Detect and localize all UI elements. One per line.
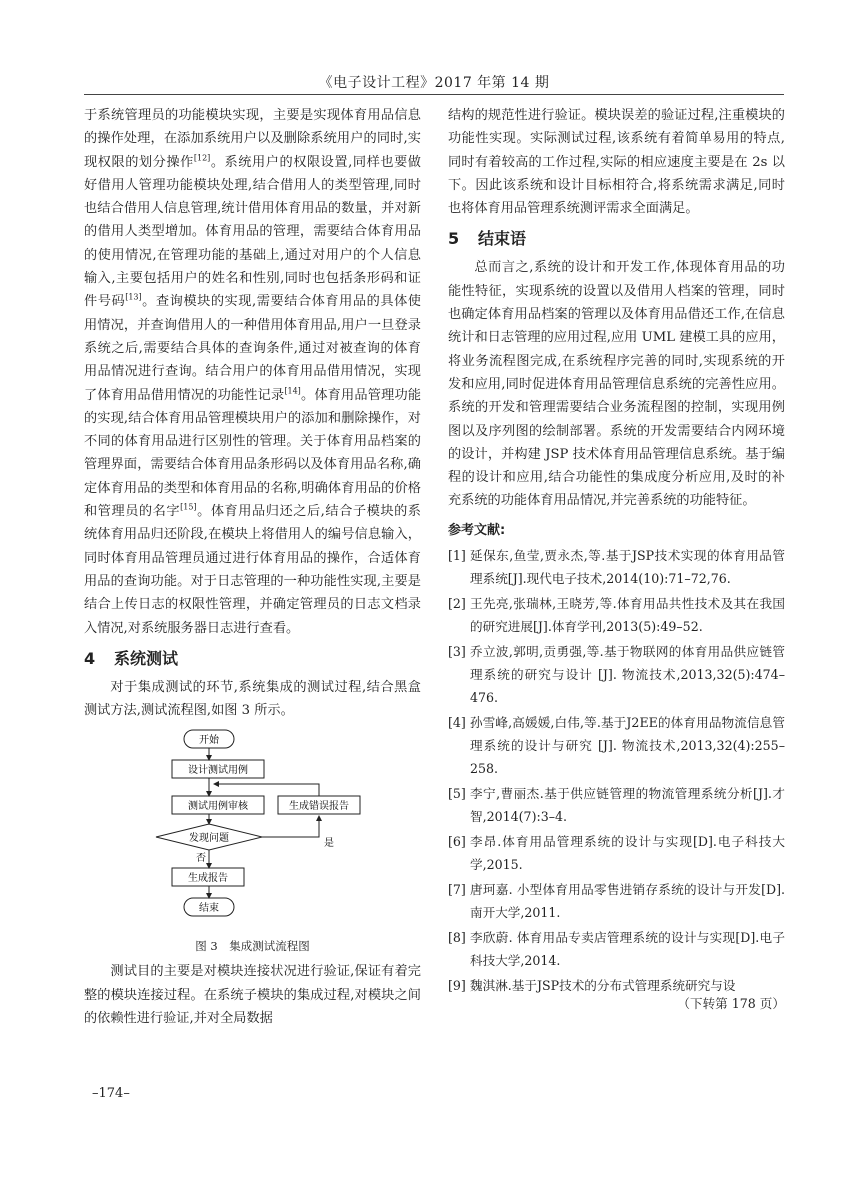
reference-text: 李昂.体育用品管理系统的设计与实现[D].电子科技大学,2015. bbox=[470, 834, 785, 873]
reference-item bbox=[448, 974, 785, 997]
reference-text: 王先亮,张瑞林,王晓芳,等.体育用品共性技术及其在我国的研究进展[J].体育学刊,2013(5):49–52. bbox=[470, 596, 785, 635]
reference-text: 李宁,曹丽杰.基于供应链管理的物流管理系统分析[J].才智,2014(7):3–4. bbox=[470, 786, 785, 825]
header-rule bbox=[84, 94, 784, 95]
reference-text: 魏淇淋.基于JSP技术的分布式管理系统研究与设 bbox=[470, 978, 736, 994]
reference-item bbox=[448, 830, 785, 876]
flow-loop-arrow bbox=[214, 784, 319, 796]
journal-header: 《电子设计工程》2017 年第 14 期 bbox=[318, 75, 550, 91]
reference-index: [5] bbox=[448, 786, 466, 802]
reference-item bbox=[448, 592, 785, 638]
reference-item bbox=[448, 640, 785, 709]
section-5-title: 结束语 bbox=[478, 229, 527, 249]
left-column bbox=[84, 104, 421, 1030]
left-paragraph-2: 对于集成测试的环节,系统集成的测试过程,结合黑盒测试方法,测试流程图,如图 3 所示。 bbox=[84, 679, 421, 719]
left-paragraph-3: 测试目的主要是对模块连接状况进行验证,保证有着完整的模块连接过程。在系统子模块的集成过程,对模块之间的依赖性进行验证,并对全局数据 bbox=[84, 964, 421, 1027]
reference-text: 唐珂嘉. 小型体育用品零售进销存系统的设计与开发[D].南开大学,2011. bbox=[470, 882, 785, 921]
reference-index: [9] bbox=[448, 978, 466, 994]
reference-item bbox=[448, 711, 785, 780]
page-number: –174– bbox=[92, 1086, 130, 1101]
right-paragraph-2: 总而言之,系统的设计和开发工作,体现体育用品的功能性特征，实现系统的设置以及借用人档案的管理，同时也确定体育用品档案的管理以及体育用品借还工作,在信息统计和日志管理的应用过程,应用 UML 建模工具的应用，将业务流程图完成,在系统程序完善的同时,实现系统的开发和应用,同时促进体育用品管理信息系统的完善性应用。系统的开发和管理需要结合业务流程图的控制，实现用例图以及序列图的绘制部署。系统的开发需要结合内网环境的设计，并构建 JSP 技术体育用品管理信息系统。基于编程的设计和应用,结合功能性的集成度分析应用,及时的补充系统的功能体育用品情况,并完善系统的功能特征。 bbox=[448, 260, 785, 509]
flow-yes-arrow bbox=[262, 816, 319, 837]
reference-text: 乔立波,郭明,贡勇强,等.基于物联网的体育用品供应链管理系统的研究与设计 [J]. 物流技术,2013,32(5):474–476. bbox=[470, 644, 785, 706]
citation-marker: [15] bbox=[180, 502, 197, 512]
flow-review-label: 测试用例审核 bbox=[188, 801, 248, 813]
reference-item bbox=[448, 926, 785, 972]
figure-caption: 图 3 集成测试流程图 bbox=[195, 939, 310, 954]
reference-index: [6] bbox=[448, 834, 466, 850]
flow-start-label: 开始 bbox=[199, 735, 219, 747]
section-4-title: 系统测试 bbox=[114, 648, 179, 668]
reference-text: 延保东,鱼莹,贾永杰,等.基于JSP技术实现的体育用品管理系统[J].现代电子技术,2014(10):71–72,76. bbox=[470, 548, 785, 587]
flow-error-report-label: 生成错误报告 bbox=[289, 801, 349, 813]
section-5-heading bbox=[448, 226, 785, 252]
references-title: 参考文献: bbox=[448, 522, 506, 538]
continued-note: （下转第 178 页） bbox=[677, 996, 785, 1012]
left-paragraph-1: 于系统管理员的功能模块实现，主要是实现体育用品信息的操作处理，在添加系统用户以及删除系统用户的同时,实现权限的划分操作[12]。系统用户的权限设置,同样也要做好借用人管理功能模块处理,结合借用人的类型管理,同时也结合借用人信息管理,统计借用体育用品的数量，并对新的借用人类型增加。体育用品的管理，需要结合体育用品的使用情况,在管理功能的基础上,通过对用户的个人信息输入,主要包括用户的姓名和性别,同时也包括条形码和证件号码[13]。查询模块的实现,需要结合体育用品的具体使用情况，并查询借用人的一种借用体育用品,用户一旦登录系统之后,需要结合具体的查询条件,通过对被查询的体育用品情况进行查询。结合用户的体育用品借用情况，实现了体育用品借用情况的功能性记录[14]。体育用品管理功能的实现,结合体育用品管理模块用户的添加和删除操作，对不同的体育用品进行区别性的管理。关于体育用品档案的管理界面，需要结合体育用品条形码以及体育用品名称,确定体育用品的类型和体育用品的名称,明确体育用品的价格和管理员的名字[15]。体育用品归还之后,结合子模块的系统体育用品归还阶段,在模块上将借用人的编号信息输入，同时体育用品管理员通过进行体育用品的操作，合适体育用品的查询功能。对于日志管理的一种功能性实现,主要是结合上传日志的权限性管理，并确定管理员的日志文档录入情况,对系统服务器日志进行查看。 bbox=[84, 108, 422, 636]
flowchart-svg bbox=[144, 726, 364, 936]
flowchart-figure bbox=[84, 726, 421, 936]
flow-no-label: 否 bbox=[196, 853, 206, 865]
section-4-heading bbox=[84, 646, 421, 672]
reference-item bbox=[448, 782, 785, 828]
citation-marker: [12] bbox=[193, 153, 211, 163]
reference-text: 孙雪峰,高媛媛,白伟,等.基于J2EE的体育用品物流信息管理系统的设计与研究 [J]. 物流技术,2013,32(4):255–258. bbox=[470, 715, 785, 777]
references-list bbox=[448, 544, 785, 997]
reference-index: [4] bbox=[448, 715, 466, 731]
flow-yes-label: 是 bbox=[324, 838, 334, 850]
section-5-number: 5 bbox=[448, 229, 460, 249]
reference-index: [2] bbox=[448, 596, 466, 612]
citation-marker: [13] bbox=[125, 292, 142, 302]
reference-index: [7] bbox=[448, 882, 466, 898]
right-paragraph-1: 结构的规范性进行验证。模块误差的验证过程,注重模块的功能性实现。实际测试过程,该系统有着简单易用的特点,同时有着较高的工作过程,实际的相应速度主要是在 2s 以下。因此该系统和设计目标相符合,将系统需求满足,同时也将体育用品管理系统测评需求全面满足。 bbox=[448, 108, 785, 217]
reference-index: [3] bbox=[448, 644, 466, 660]
flow-decision-label: 发现问题 bbox=[189, 833, 229, 845]
flow-design-label: 设计测试用例 bbox=[188, 765, 248, 777]
reference-index: [1] bbox=[448, 548, 466, 564]
flow-end-label: 结束 bbox=[199, 903, 219, 915]
section-4-number: 4 bbox=[84, 648, 96, 668]
reference-item bbox=[448, 878, 785, 924]
reference-index: [8] bbox=[448, 930, 466, 946]
reference-item bbox=[448, 544, 785, 590]
reference-text: 李欣蔚. 体育用品专卖店管理系统的设计与实现[D].电子科技大学,2014. bbox=[470, 930, 785, 969]
flow-report-label: 生成报告 bbox=[188, 873, 228, 885]
right-column bbox=[448, 104, 785, 1013]
citation-marker: [14] bbox=[284, 386, 301, 396]
